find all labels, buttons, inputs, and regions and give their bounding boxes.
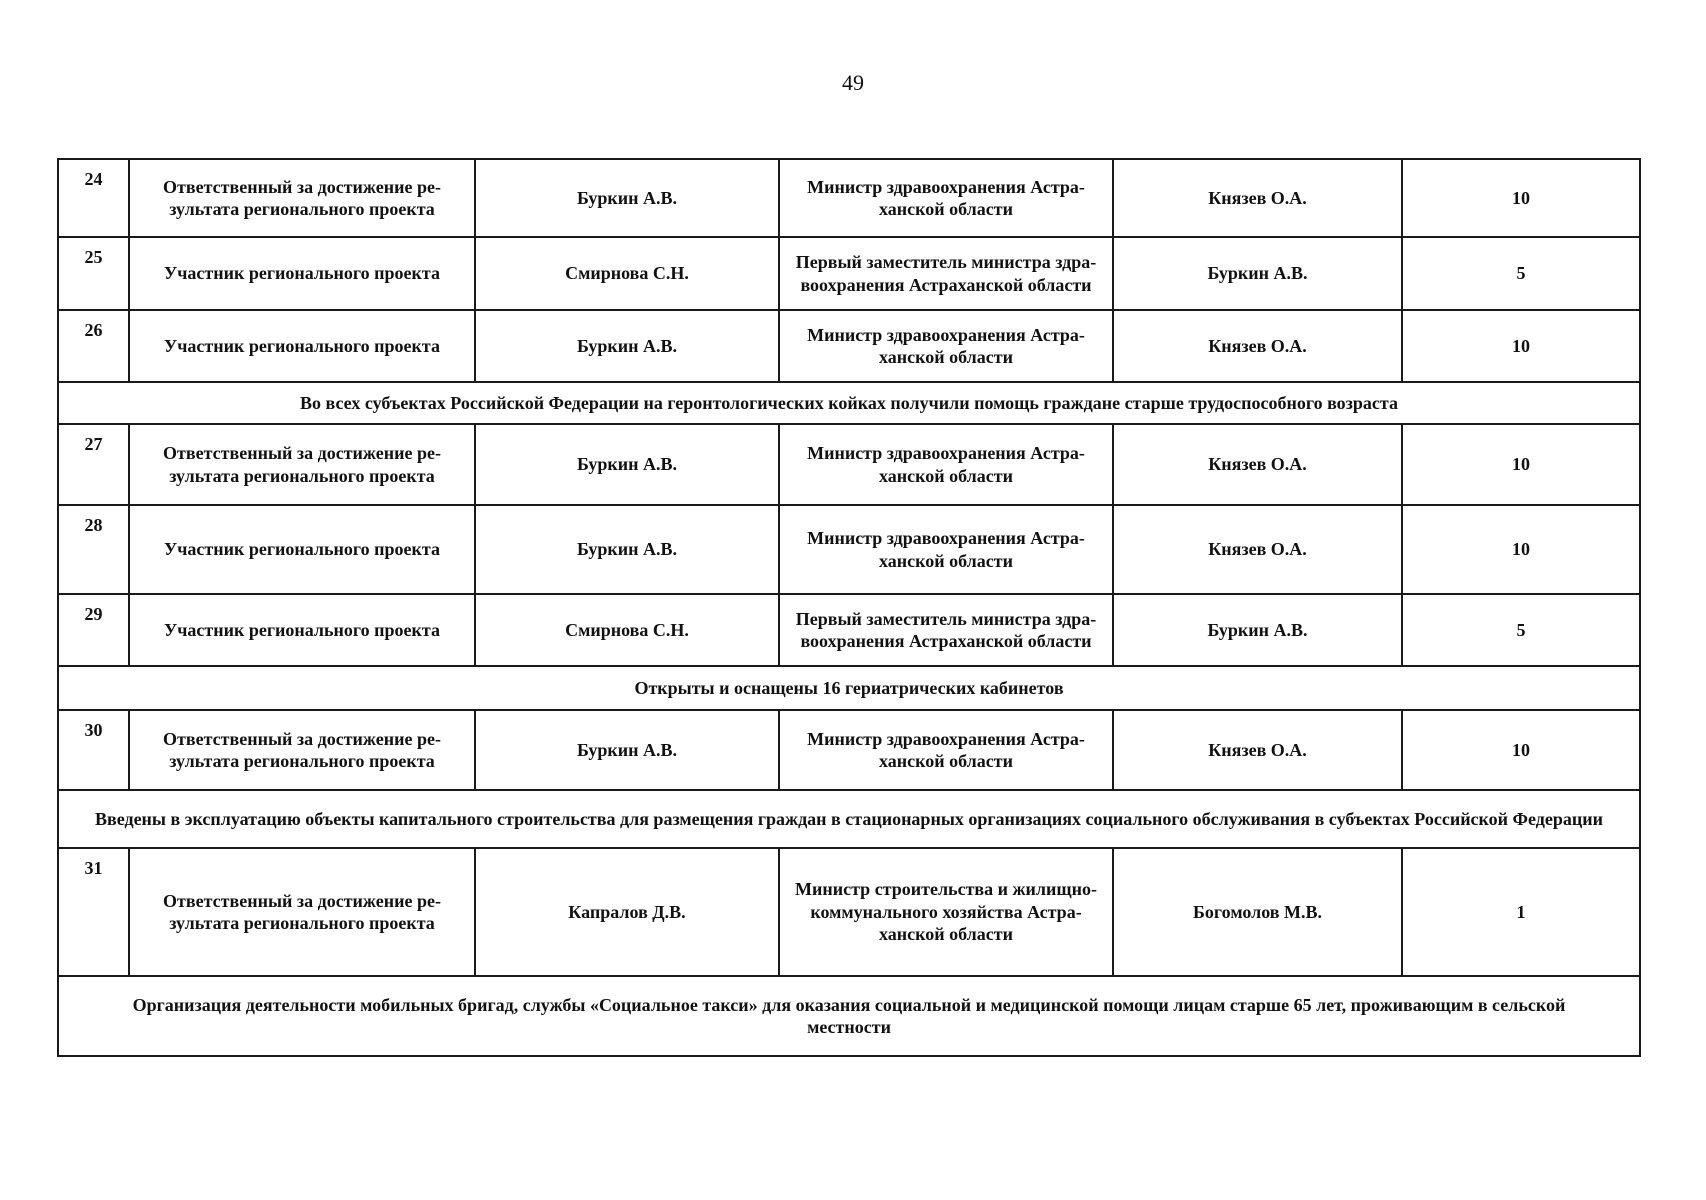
row-number: 27 [58,424,129,505]
table-row [58,848,1640,976]
position-cell: Министр здравоохранения Астра-ханской области [779,159,1113,237]
row-number: 29 [58,594,129,666]
table-row [58,424,1640,505]
responsibility-table [57,158,1641,1057]
position-cell: Министр здравоохранения Астра-ханской области [779,710,1113,790]
section-row [58,790,1640,848]
share-cell: 10 [1402,310,1640,382]
name-cell: Буркин А.В. [475,310,779,382]
table-row [58,310,1640,382]
position-cell: Министр здравоохранения Астра-ханской области [779,505,1113,594]
role-cell: Ответственный за достижение ре-зультата регионального проекта [129,710,475,790]
role-cell: Участник регионального проекта [129,310,475,382]
table-row [58,505,1640,594]
section-row [58,976,1640,1056]
supervisor-cell: Князев О.А. [1113,159,1402,237]
supervisor-cell: Князев О.А. [1113,424,1402,505]
row-number: 31 [58,848,129,976]
supervisor-cell: Князев О.А. [1113,505,1402,594]
position-cell: Первый заместитель министра здра-воохранения Астраханской области [779,594,1113,666]
row-number: 26 [58,310,129,382]
supervisor-cell: Буркин А.В. [1113,594,1402,666]
role-cell: Ответственный за достижение ре-зультата регионального проекта [129,424,475,505]
share-cell: 5 [1402,594,1640,666]
share-cell: 10 [1402,159,1640,237]
section-row [58,382,1640,424]
share-cell: 10 [1402,505,1640,594]
table-row [58,237,1640,310]
row-number: 24 [58,159,129,237]
row-number: 28 [58,505,129,594]
supervisor-cell: Богомолов М.В. [1113,848,1402,976]
row-number: 25 [58,237,129,310]
row-number: 30 [58,710,129,790]
name-cell: Буркин А.В. [475,159,779,237]
supervisor-cell: Князев О.А. [1113,710,1402,790]
role-cell: Ответственный за достижение ре-зультата регионального проекта [129,159,475,237]
share-cell: 10 [1402,424,1640,505]
position-cell: Министр строительства и жилищно-коммунального хозяйства Астра-ханской области [779,848,1113,976]
table-row [58,159,1640,237]
share-cell: 1 [1402,848,1640,976]
name-cell: Смирнова С.Н. [475,237,779,310]
share-cell: 10 [1402,710,1640,790]
supervisor-cell: Князев О.А. [1113,310,1402,382]
role-cell: Участник регионального проекта [129,505,475,594]
position-cell: Министр здравоохранения Астра-ханской области [779,310,1113,382]
table-row [58,710,1640,790]
role-cell: Ответственный за достижение ре-зультата регионального проекта [129,848,475,976]
position-cell: Министр здравоохранения Астра-ханской области [779,424,1113,505]
position-cell: Первый заместитель министра здра-воохранения Астраханской области [779,237,1113,310]
section-heading: Введены в эксплуатацию объекты капитального строительства для размещения граждан в стационарных организациях социального обслуживания в субъектах Российской Федерации [58,790,1640,848]
name-cell: Капралов Д.В. [475,848,779,976]
role-cell: Участник регионального проекта [129,237,475,310]
name-cell: Смирнова С.Н. [475,594,779,666]
share-cell: 5 [1402,237,1640,310]
section-heading: Организация деятельности мобильных бригад, службы «Социальное такси» для оказания социальной и медицинской помощи лицам старше 65 лет, проживающим в сельской местности [58,976,1640,1056]
section-heading: Во всех субъектах Российской Федерации на геронтологических койках получили помощь граждане старше трудоспособного возраста [58,382,1640,424]
section-heading: Открыты и оснащены 16 гериатрических кабинетов [58,666,1640,710]
table-row [58,594,1640,666]
name-cell: Буркин А.В. [475,424,779,505]
role-cell: Участник регионального проекта [129,594,475,666]
name-cell: Буркин А.В. [475,505,779,594]
name-cell: Буркин А.В. [475,710,779,790]
supervisor-cell: Буркин А.В. [1113,237,1402,310]
page-number: 49 [842,70,864,95]
section-row [58,666,1640,710]
